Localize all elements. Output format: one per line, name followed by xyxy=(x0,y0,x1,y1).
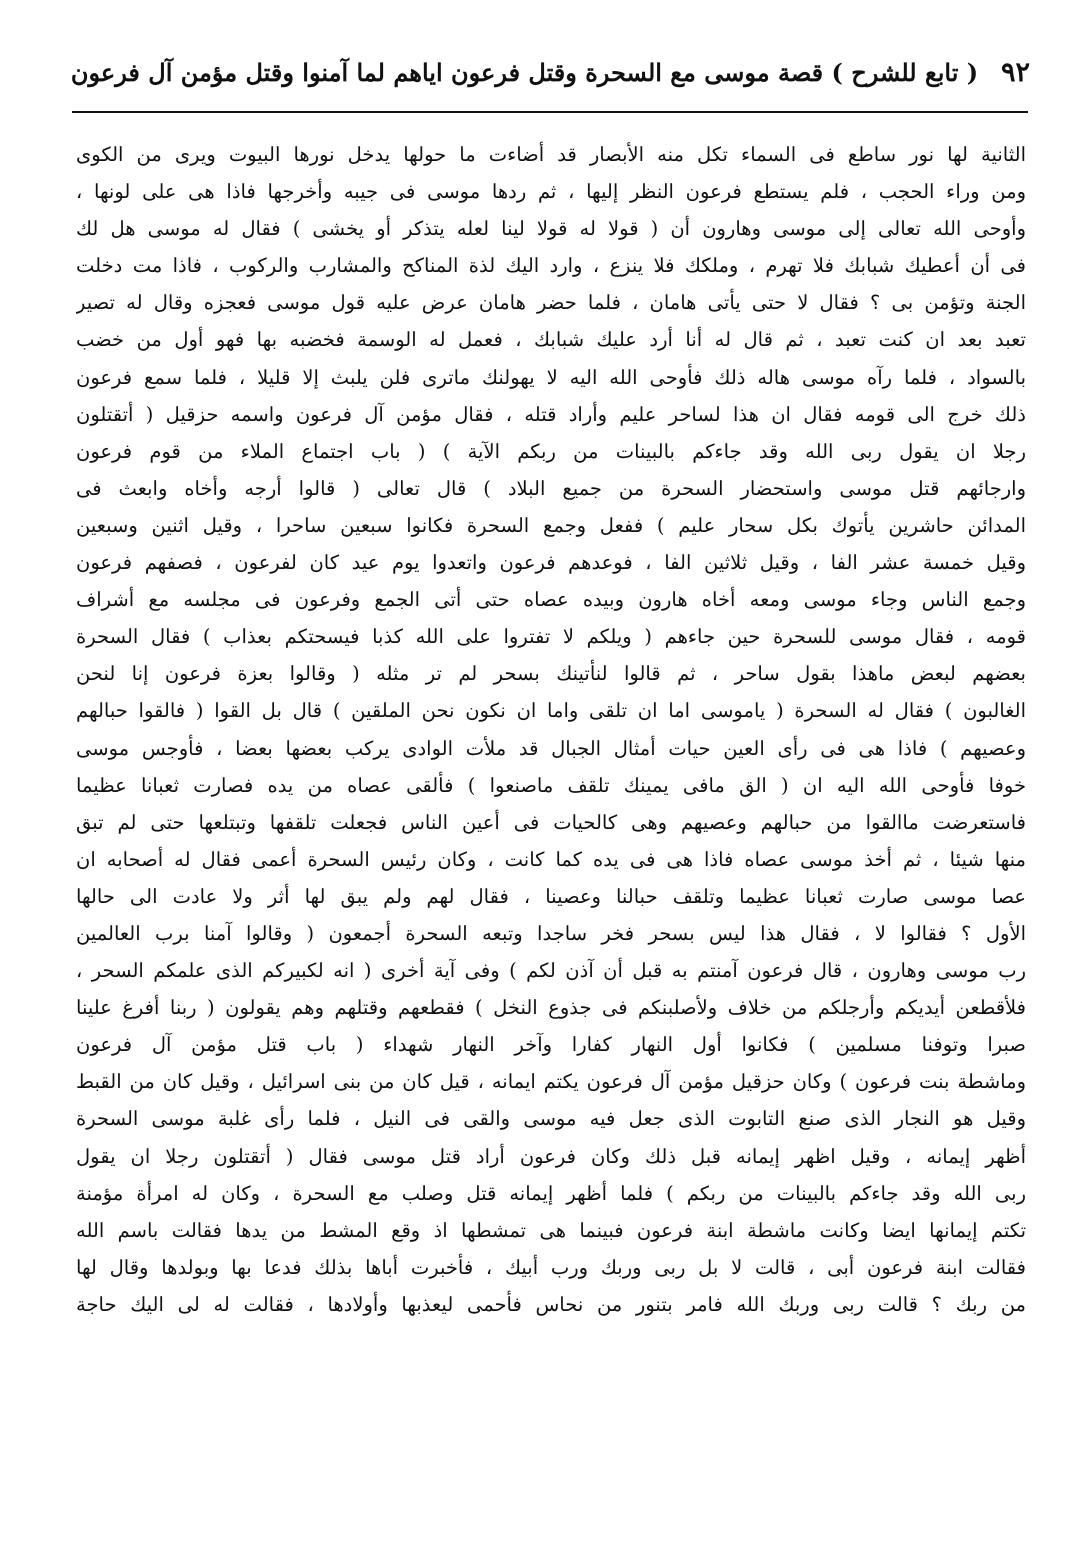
text-line: أظهر إيمانه ، وقيل اظهر إيمانه قبل ذلك وكان فرعون أراد قتل موسى فقال ( أتقتلون رجلا ان يقول xyxy=(76,1144,1026,1168)
page-header xyxy=(62,50,1030,94)
text-line: وعصيهم ) فاذا هى فى رأى العين حيات أمثال الجبال قد ملأت الوادى يركب بعضها بعضا ، فأوجس موسى xyxy=(76,736,1026,760)
body-text xyxy=(76,136,1026,1323)
text-line: ربى الله وقد جاءكم بالبينات من ربكم ) فلما أظهر إيمانه قتل وصلب مع السحرة ، وكان له امرأة مؤمنة xyxy=(76,1181,1026,1205)
text-line: رجلا ان يقول ربى الله وقد جاءكم بالبينات من ربكم الآية ) ( باب اجتماع الملاء من قوم فرعون xyxy=(76,439,1026,463)
header-rule xyxy=(72,111,1028,113)
text-line: تكتم إيمانها ايضا وكانت ماشطة ابنة فرعون فبينما هى تمشطها اذ وقع المشط من يدها فقالت باسم الله xyxy=(76,1218,1026,1242)
text-line: الثانية لها نور ساطع فى السماء تكل منه الأبصار قد أضاءت ما حولها يدخل نورها البيوت ويرى من الكوى xyxy=(76,143,1026,166)
text-line: ذلك خرج الى قومه فقال ان هذا لساحر عليم وأراد قتله ، فقال مؤمن آل فرعون واسمه حزقيل ( أتقتلون xyxy=(76,402,1026,426)
text-line: رب موسى وهارون ، قال فرعون آمنتم به قبل أن آذن لكم ) وفى آية أخرى ( انه لكبيركم الذى علمكم السحر ، xyxy=(76,959,1026,983)
text-line: الجنة وتؤمن بى ؟ فقال لا حتى يأتى هامان ، فلما حضر هامان عرض عليه قول موسى فعجزه وقال له تصير xyxy=(76,291,1026,315)
text-line: خوفا فأوحى الله اليه ان ( الق مافى يمينك تلقف ماصنعوا ) فألقى عصاه من يده فصارت ثعبانا عظيما xyxy=(76,773,1026,797)
page-number: ٩٢ xyxy=(1000,56,1030,88)
running-title: ( تابع للشرح ) قصة موسى مع السحرة وقتل فرعون اياهم لما آمنوا وقتل مؤمن آل فرعون xyxy=(70,57,979,87)
text-line: وجمع الناس وجاء موسى ومعه أخاه هارون وبيده عصاه حتى أتى الجمع وفرعون فى مجلسه مع أشراف xyxy=(76,588,1026,612)
text-line: فاستعرضت ماالقوا من حبالهم وعصيهم وهى كالحيات فى أعين الناس فجعلت تلقفها وتبتلعها حتى لم تبق xyxy=(76,810,1026,834)
text-line: قومه ، فقال موسى للسحرة حين جاءهم ( ويلكم لا تفتروا على الله كذبا فيسحتكم بعذاب ) فقال السحرة xyxy=(76,625,1026,649)
text-line: فقالت ابنة فرعون أبى ، قالت لا بل ربى وربك ورب أبيك ، فأخبرت أباها بذلك فدعا بها وبولدها وقال لها xyxy=(76,1255,1026,1279)
text-line: بالسواد ، فلما رآه موسى هاله ذلك فأوحى الله اليه لا يهولنك ماترى فلن يلبث إلا قليلا ، فلما سمع فرعون xyxy=(76,365,1026,389)
text-line: وقيل خمسة عشر الفا ، وقيل ثلاثين الفا ، فوعدهم فرعون واتعدوا يوم عيد كان لفرعون ، فصفهم فرعون xyxy=(76,551,1026,575)
text-line: بعضهم لبعض ماهذا بقول ساحر ، ثم قالوا لنأتينك بسحر لم تر مثله ( وقالوا بعزة فرعون إنا لنحن xyxy=(76,662,1026,686)
text-line: عصا موسى صارت ثعبانا عظيما وتلقف حبالنا وعصينا ، فقال لهم ولم يبق لها أثر ولا عادت الى حالها xyxy=(76,884,1026,908)
text-line: وماشطة بنت فرعون ) وكان حزقيل مؤمن آل فرعون يكتم ايمانه ، قيل كان من بنى اسرائيل ، وقيل كان من القبط xyxy=(76,1070,1026,1094)
text-line: صبرا وتوفنا مسلمين ) فكانوا أول النهار كفارا وآخر النهار شهداء ( باب قتل مؤمن آل فرعون xyxy=(76,1033,1026,1057)
text-line: الغالبون ) فقال له السحرة ( ياموسى اما ان تلقى واما ان نكون نحن الملقين ) قال بل القوا ( فالقوا حبالهم xyxy=(76,699,1026,723)
text-line: وارجائهم قتل موسى واستحضار السحرة من جميع البلاد ) قال تعالى ( قالوا أرجه وأخاه وابعث فى xyxy=(76,476,1026,500)
text-line: فى أن أعطيك شبابك فلا تهرم ، وملكك فلا ينزع ، وارد اليك لذة المناكح والمشارب والركوب ، فاذا مت دخلت xyxy=(76,254,1026,278)
text-line: ومن وراء الحجب ، فلم يستطع فرعون النظر إليها ، ثم ردها موسى فى جيبه وأخرجها فاذا هى على لونها ، xyxy=(76,180,1026,204)
text-line: المدائن حاشرين يأتوك بكل سحار عليم ) ففعل وجمع السحرة فكانوا سبعين ساحرا ، وقيل اثنين وسبعين xyxy=(76,513,1026,537)
text-line: الأول ؟ فقالوا لا ، فقال هذا ليس بسحر فخر ساجدا وتبعه السحرة أجمعون ( وقالوا آمنا برب العالمين xyxy=(76,921,1026,945)
text-line: منها شيئا ، ثم أخذ موسى عصاه فاذا هى فى يده كما كانت ، وكان رئيس السحرة أعمى فقال له أصحابه ان xyxy=(76,847,1026,871)
text-line: وقيل هو النجار الذى صنع التابوت الذى جعل فيه موسى والقى فى النيل ، فلما رأى غلبة موسى السحرة xyxy=(76,1107,1026,1131)
text-line: وأوحى الله تعالى إلى موسى وهارون أن ( قولا له قولا لينا لعله يتذكر أو يخشى ) فقال له موسى هل لك xyxy=(76,217,1026,241)
text-line: تعبد بعد ان كنت تعبد ، ثم قال له أنا أرد عليك شبابك ، فعمل له الوسمة فخضبه بها فهو أول من خضب xyxy=(76,328,1026,352)
text-line: من ربك ؟ قالت ربى وربك الله فامر بتنور من نحاس فأحمى ليعذبها وأولادها ، فقالت له لى اليك حاجة xyxy=(76,1292,1026,1316)
text-line: فلأقطعن أيديكم وأرجلكم من خلاف ولأصلبنكم فى جذوع النخل ) فقطعهم وقتلهم وهم يقولون ( ربنا أفرغ علينا xyxy=(76,996,1026,1020)
